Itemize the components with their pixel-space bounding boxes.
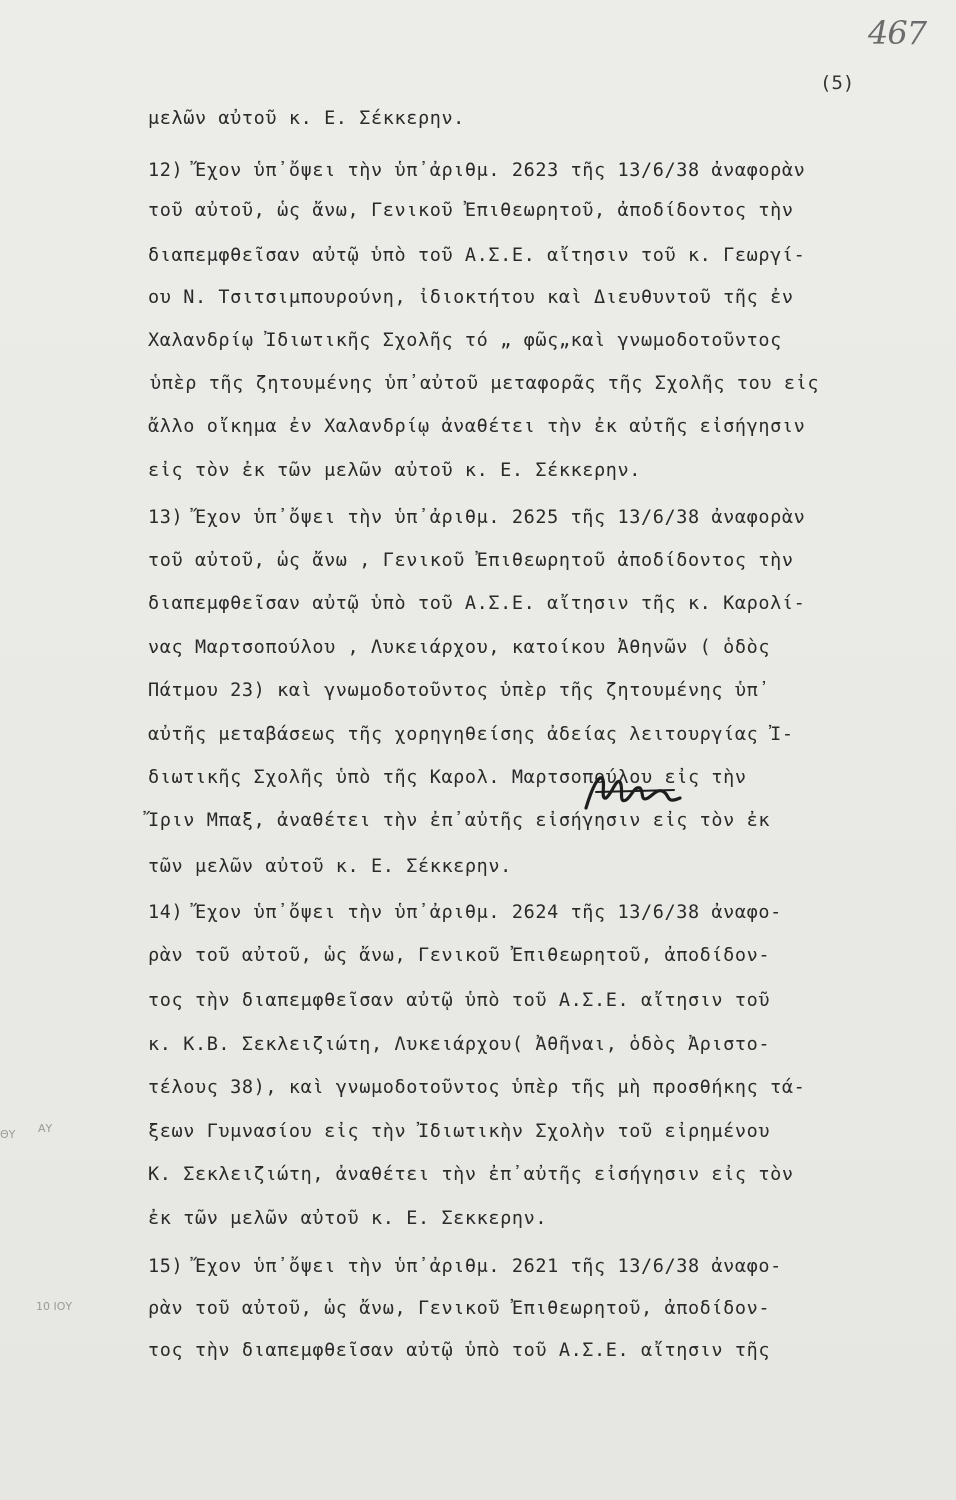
- text-line: τοῦ αὐτοῦ, ὡς ἄνω, Γενικοῦ Ἐπιθεωρητοῦ, ἀποδίδοντος τὴν: [148, 200, 794, 221]
- text-line: 15) Ἔχον ὑπ᾿ὄψει τὴν ὑπ᾿ἀριθμ. 2621 τῆς 13/6/38 ἀναφο-: [148, 1256, 782, 1277]
- text-line: ἐκ τῶν μελῶν αὐτοῦ κ. Ε. Σεκκερην.: [148, 1208, 548, 1229]
- margin-mark: ΑΥ: [38, 1122, 53, 1135]
- margin-mark: 10 ΙΟΥ: [36, 1300, 73, 1313]
- margin-mark: ΘΥ: [0, 1128, 16, 1141]
- text-line: ἄλλο οἴκημα ἐν Χαλανδρίῳ ἀναθέτει τὴν ἐκ αὐτῆς εἰσήγησιν: [148, 416, 806, 437]
- text-line: ρὰν τοῦ αὐτοῦ, ὡς ἄνω, Γενικοῦ Ἐπιθεωρητοῦ, ἀποδίδον-: [148, 945, 771, 966]
- text-line: ὑπὲρ τῆς ζητουμένης ὑπ᾿αὐτοῦ μεταφορᾶς τῆς Σχολῆς του εἰς: [150, 373, 820, 394]
- text-line: τῶν μελῶν αὐτοῦ κ. Ε. Σέκκερην.: [148, 856, 512, 877]
- text-line: τος τὴν διαπεμφθεῖσαν αὐτῷ ὑπὸ τοῦ Α.Σ.Ε. αἴτησιν τῆς: [148, 1340, 771, 1361]
- text-line: 12) Ἔχον ὑπ᾿ὄψει τὴν ὑπ᾿ἀριθμ. 2623 τῆς 13/6/38 ἀναφορὰν: [148, 160, 806, 181]
- text-line: τος τὴν διαπεμφθεῖσαν αὐτῷ ὑπὸ τοῦ Α.Σ.Ε. αἴτησιν τοῦ: [148, 990, 771, 1011]
- page-number: (5): [820, 72, 855, 94]
- text-line: τέλους 38), καὶ γνωμοδοτοῦντος ὑπὲρ τῆς μὴ προσθήκης τά-: [148, 1077, 806, 1098]
- text-line: μελῶν αὐτοῦ κ. Ε. Σέκκερην.: [148, 108, 465, 129]
- handwritten-signature: [582, 768, 684, 820]
- text-line: ου Ν. Τσιτσιμπουρούνη, ἰδιοκτήτου καὶ Διευθυντοῦ τῆς ἐν: [148, 287, 794, 308]
- text-line: Ἴριν Μπαξ, ἀναθέτει τὴν ἐπ᾿αὐτῆς εἰσήγησιν εἰς τὸν ἐκ: [148, 810, 771, 831]
- text-line: 13) Ἔχον ὑπ᾿ὄψει τὴν ὑπ᾿ἀριθμ. 2625 τῆς 13/6/38 ἀναφορὰν: [148, 507, 806, 528]
- text-line: Χαλανδρίῳ Ἰδιωτικῆς Σχολῆς τό „ φῶς„καὶ γνωμοδοτοῦντος: [148, 330, 782, 351]
- folio-number: 467: [868, 14, 927, 52]
- text-line: εἰς τὸν ἐκ τῶν μελῶν αὐτοῦ κ. Ε. Σέκκερην.: [148, 460, 641, 481]
- text-line: διωτικῆς Σχολῆς ὑπὸ τῆς Καρολ. Μαρτσοπούλου εἰς τὴν: [148, 767, 747, 788]
- text-line: διαπεμφθεῖσαν αὐτῷ ὑπὸ τοῦ Α.Σ.Ε. αἴτησιν τοῦ κ. Γεωργί-: [148, 245, 806, 266]
- text-line: Κ. Σεκλειζιώτη, ἀναθέτει τὴν ἐπ᾿αὐτῆς εἰσήγησιν εἰς τὸν: [148, 1164, 794, 1185]
- text-line: διαπεμφθεῖσαν αὐτῷ ὑπὸ τοῦ Α.Σ.Ε. αἴτησιν τῆς κ. Καρολί-: [148, 593, 806, 614]
- text-line: τοῦ αὐτοῦ, ὡς ἄνω , Γενικοῦ Ἐπιθεωρητοῦ ἀποδίδοντος τὴν: [148, 550, 794, 571]
- text-line: κ. Κ.Β. Σεκλειζιώτη, Λυκειάρχου( Ἀθῆναι, ὁδὸς Ἀριστο-: [148, 1034, 771, 1055]
- text-line: ρὰν τοῦ αὐτοῦ, ὡς ἄνω, Γενικοῦ Ἐπιθεωρητοῦ, ἀποδίδον-: [148, 1298, 771, 1319]
- text-line: αὐτῆς μεταβάσεως τῆς χορηγηθείσης ἀδείας λειτουργίας Ἰ-: [148, 724, 794, 745]
- text-line: νας Μαρτσοπούλου , Λυκειάρχου, κατοίκου Ἀθηνῶν ( ὁδὸς: [148, 637, 771, 658]
- text-line: Πάτμου 23) καὶ γνωμοδοτοῦντος ὑπὲρ τῆς ζητουμένης ὑπ᾿: [148, 680, 771, 701]
- text-line: 14) Ἔχον ὑπ᾿ὄψει τὴν ὑπ᾿ἀριθμ. 2624 τῆς 13/6/38 ἀναφο-: [148, 902, 782, 923]
- text-line: ξεων Γυμνασίου εἰς τὴν Ἰδιωτικὴν Σχολὴν τοῦ εἰρημένου: [148, 1121, 771, 1142]
